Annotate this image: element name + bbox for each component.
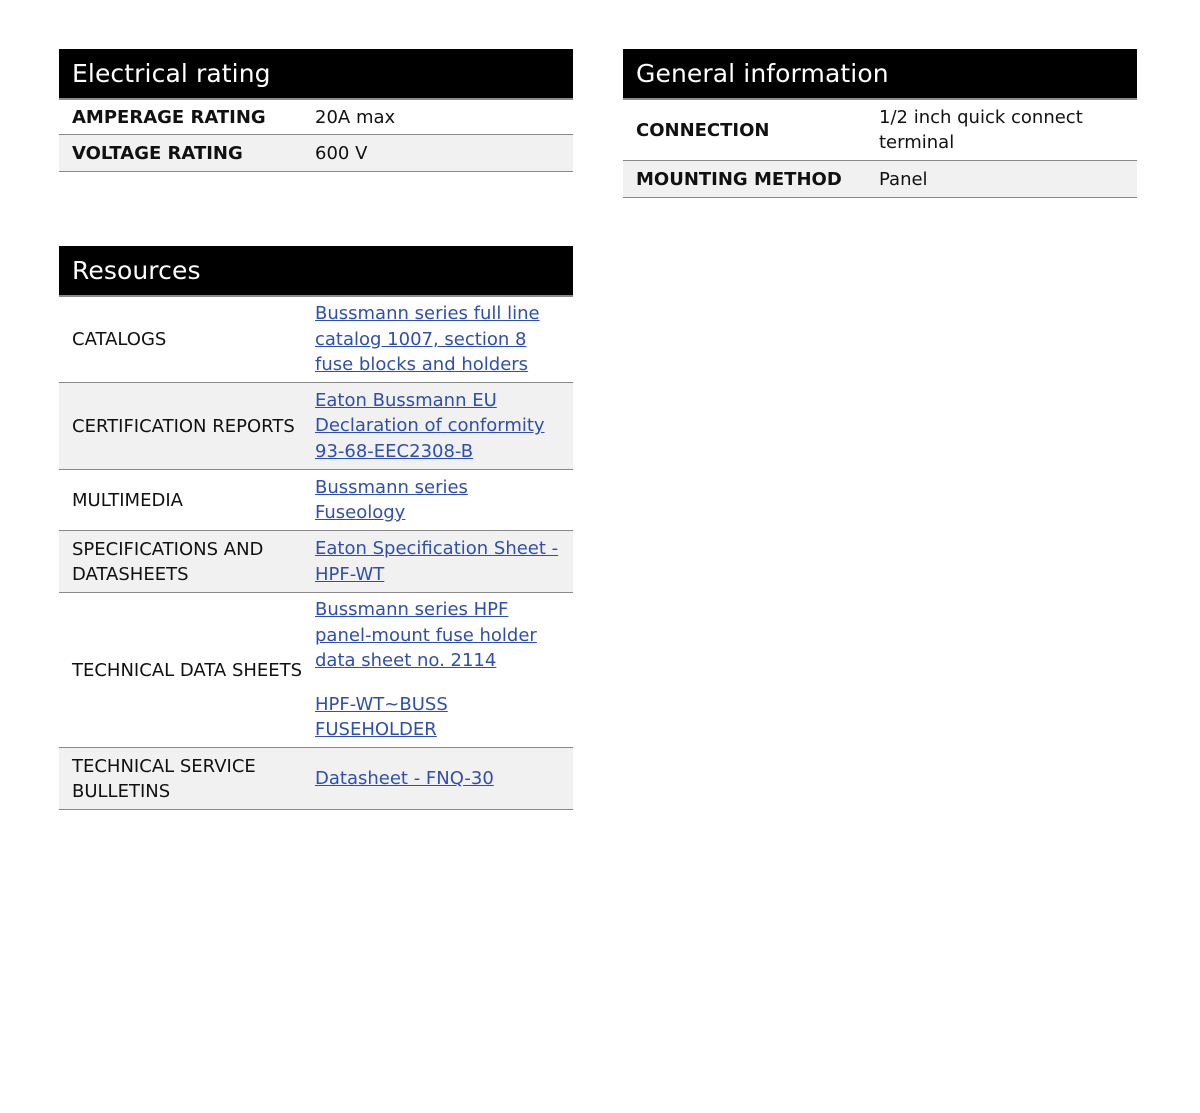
mounting-method-label: MOUNTING METHOD — [636, 168, 842, 190]
resources-title: Resources — [59, 246, 573, 297]
table-row — [59, 297, 573, 383]
specifications-label: SPECIFICATIONS AND DATASHEETS — [72, 538, 264, 585]
general-information-panel — [623, 49, 1137, 198]
technical-data-sheets-label: TECHNICAL DATA SHEETS — [72, 659, 303, 681]
table-row — [59, 383, 573, 470]
fuseholder-link[interactable]: HPF-WT~BUSS FUSEHOLDER — [315, 693, 448, 741]
electrical-rating-panel — [59, 49, 573, 172]
table-row — [59, 135, 573, 172]
catalogs-label: CATALOGS — [72, 329, 167, 350]
voltage-rating-label: VOLTAGE RATING — [72, 142, 243, 164]
certification-reports-label: CERTIFICATION REPORTS — [72, 415, 295, 437]
electrical-rating-title: Electrical rating — [59, 49, 573, 100]
table-row — [59, 100, 573, 135]
table-row — [59, 531, 573, 593]
amperage-rating-value: 20A max — [315, 106, 396, 128]
technical-service-bulletins-label: TECHNICAL SERVICE BULLETINS — [72, 755, 256, 802]
multimedia-link[interactable]: Bussmann series Fuseology — [315, 476, 468, 523]
resources-panel — [59, 246, 573, 810]
certification-link[interactable]: Eaton Bussmann EU Declaration of conformity 93-68-EEC2308-B — [315, 389, 545, 462]
mounting-method-value: Panel — [879, 168, 928, 190]
table-row — [623, 100, 1137, 161]
table-row — [59, 470, 573, 531]
table-row — [59, 593, 573, 748]
general-information-title: General information — [623, 49, 1137, 100]
multimedia-label: MULTIMEDIA — [72, 489, 183, 511]
connection-label: CONNECTION — [636, 119, 770, 141]
connection-value: 1/2 inch quick connect terminal — [879, 107, 1083, 153]
table-row — [623, 161, 1137, 198]
bulletin-link[interactable]: Datasheet - FNQ-30 — [315, 767, 494, 789]
voltage-rating-value: 600 V — [315, 142, 368, 164]
specification-link[interactable]: Eaton Specification Sheet - HPF-WT — [315, 538, 559, 585]
amperage-rating-label: AMPERAGE RATING — [72, 106, 266, 128]
catalog-link[interactable]: Bussmann series full line catalog 1007, section 8 fuse blocks and holders — [315, 303, 540, 376]
table-row — [59, 748, 573, 810]
data-sheet-link[interactable]: Bussmann series HPF panel-mount fuse holder data sheet no. 2114 — [315, 599, 537, 672]
